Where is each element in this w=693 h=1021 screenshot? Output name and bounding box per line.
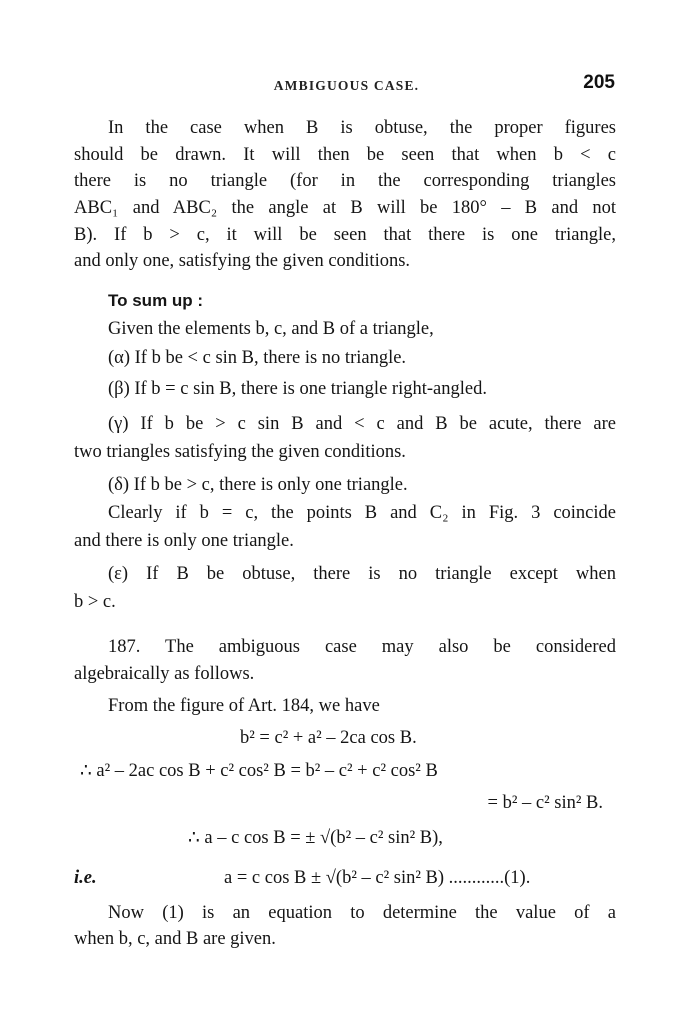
summary-line: and there is only one triangle. [74, 531, 294, 551]
summary-line: Given the elements b, c, and B of a triangle, [108, 319, 434, 339]
summary-line: (β) If b = c sin B, there is one triangle right-angled. [108, 379, 487, 399]
summary-line: Clearly if b = c, the points B and C₂ in Fig. 3 coincide [108, 503, 616, 523]
equation-cosine-rule: b² = c² + a² – 2ca cos B. [240, 728, 417, 748]
paragraph-line: should be drawn. It will then be seen that when b < c [74, 145, 616, 165]
summary-line: (α) If b be < c sin B, there is no triangle. [108, 348, 407, 368]
paragraph-line: there is no triangle (for in the corresponding triangles [74, 171, 616, 191]
summary-line: (δ) If b be > c, there is only one triangle. [108, 475, 408, 495]
equation-root: ∴ a – c cos B = ± √(b² – c² sin² B), [188, 828, 443, 848]
equation-continuation: = b² – c² sin² B. [487, 793, 603, 813]
paragraph-line: and only one, satisfying the given conditions. [74, 251, 411, 271]
summary-line: b > c. [74, 592, 116, 612]
closing-line: Now (1) is an equation to determine the value of a [108, 903, 616, 923]
article-line: 187. The ambiguous case may also be considered [108, 637, 616, 657]
summary-line: two triangles satisfying the given conditions. [74, 442, 406, 462]
equation-expansion: ∴ a² – 2ac cos B + c² cos² B = b² – c² + c² cos² B [80, 761, 438, 781]
closing-line: when b, c, and B are given. [74, 929, 276, 949]
article-line: algebraically as follows. [74, 664, 255, 684]
section-heading: To sum up : [108, 291, 204, 310]
paragraph-line: In the case when B is obtuse, the proper figures [108, 118, 616, 138]
ie-label: i.e. [74, 868, 97, 888]
article-line: From the figure of Art. 184, we have [108, 696, 380, 716]
paragraph-line: B). If b > c, it will be seen that there is one triangle, [74, 225, 616, 245]
paragraph-line: ABC₁ and ABC₂ the angle at B will be 180° – B and not [74, 198, 616, 218]
running-header-title: AMBIGUOUS CASE. [273, 78, 420, 93]
equation-one: a = c cos B ± √(b² – c² sin² B) ............(1). [224, 868, 531, 888]
summary-line: (γ) If b be > c sin B and < c and B be acute, there are [108, 414, 616, 434]
page-number: 205 [583, 72, 615, 93]
summary-line: (ε) If B be obtuse, there is no triangle except when [108, 564, 616, 584]
